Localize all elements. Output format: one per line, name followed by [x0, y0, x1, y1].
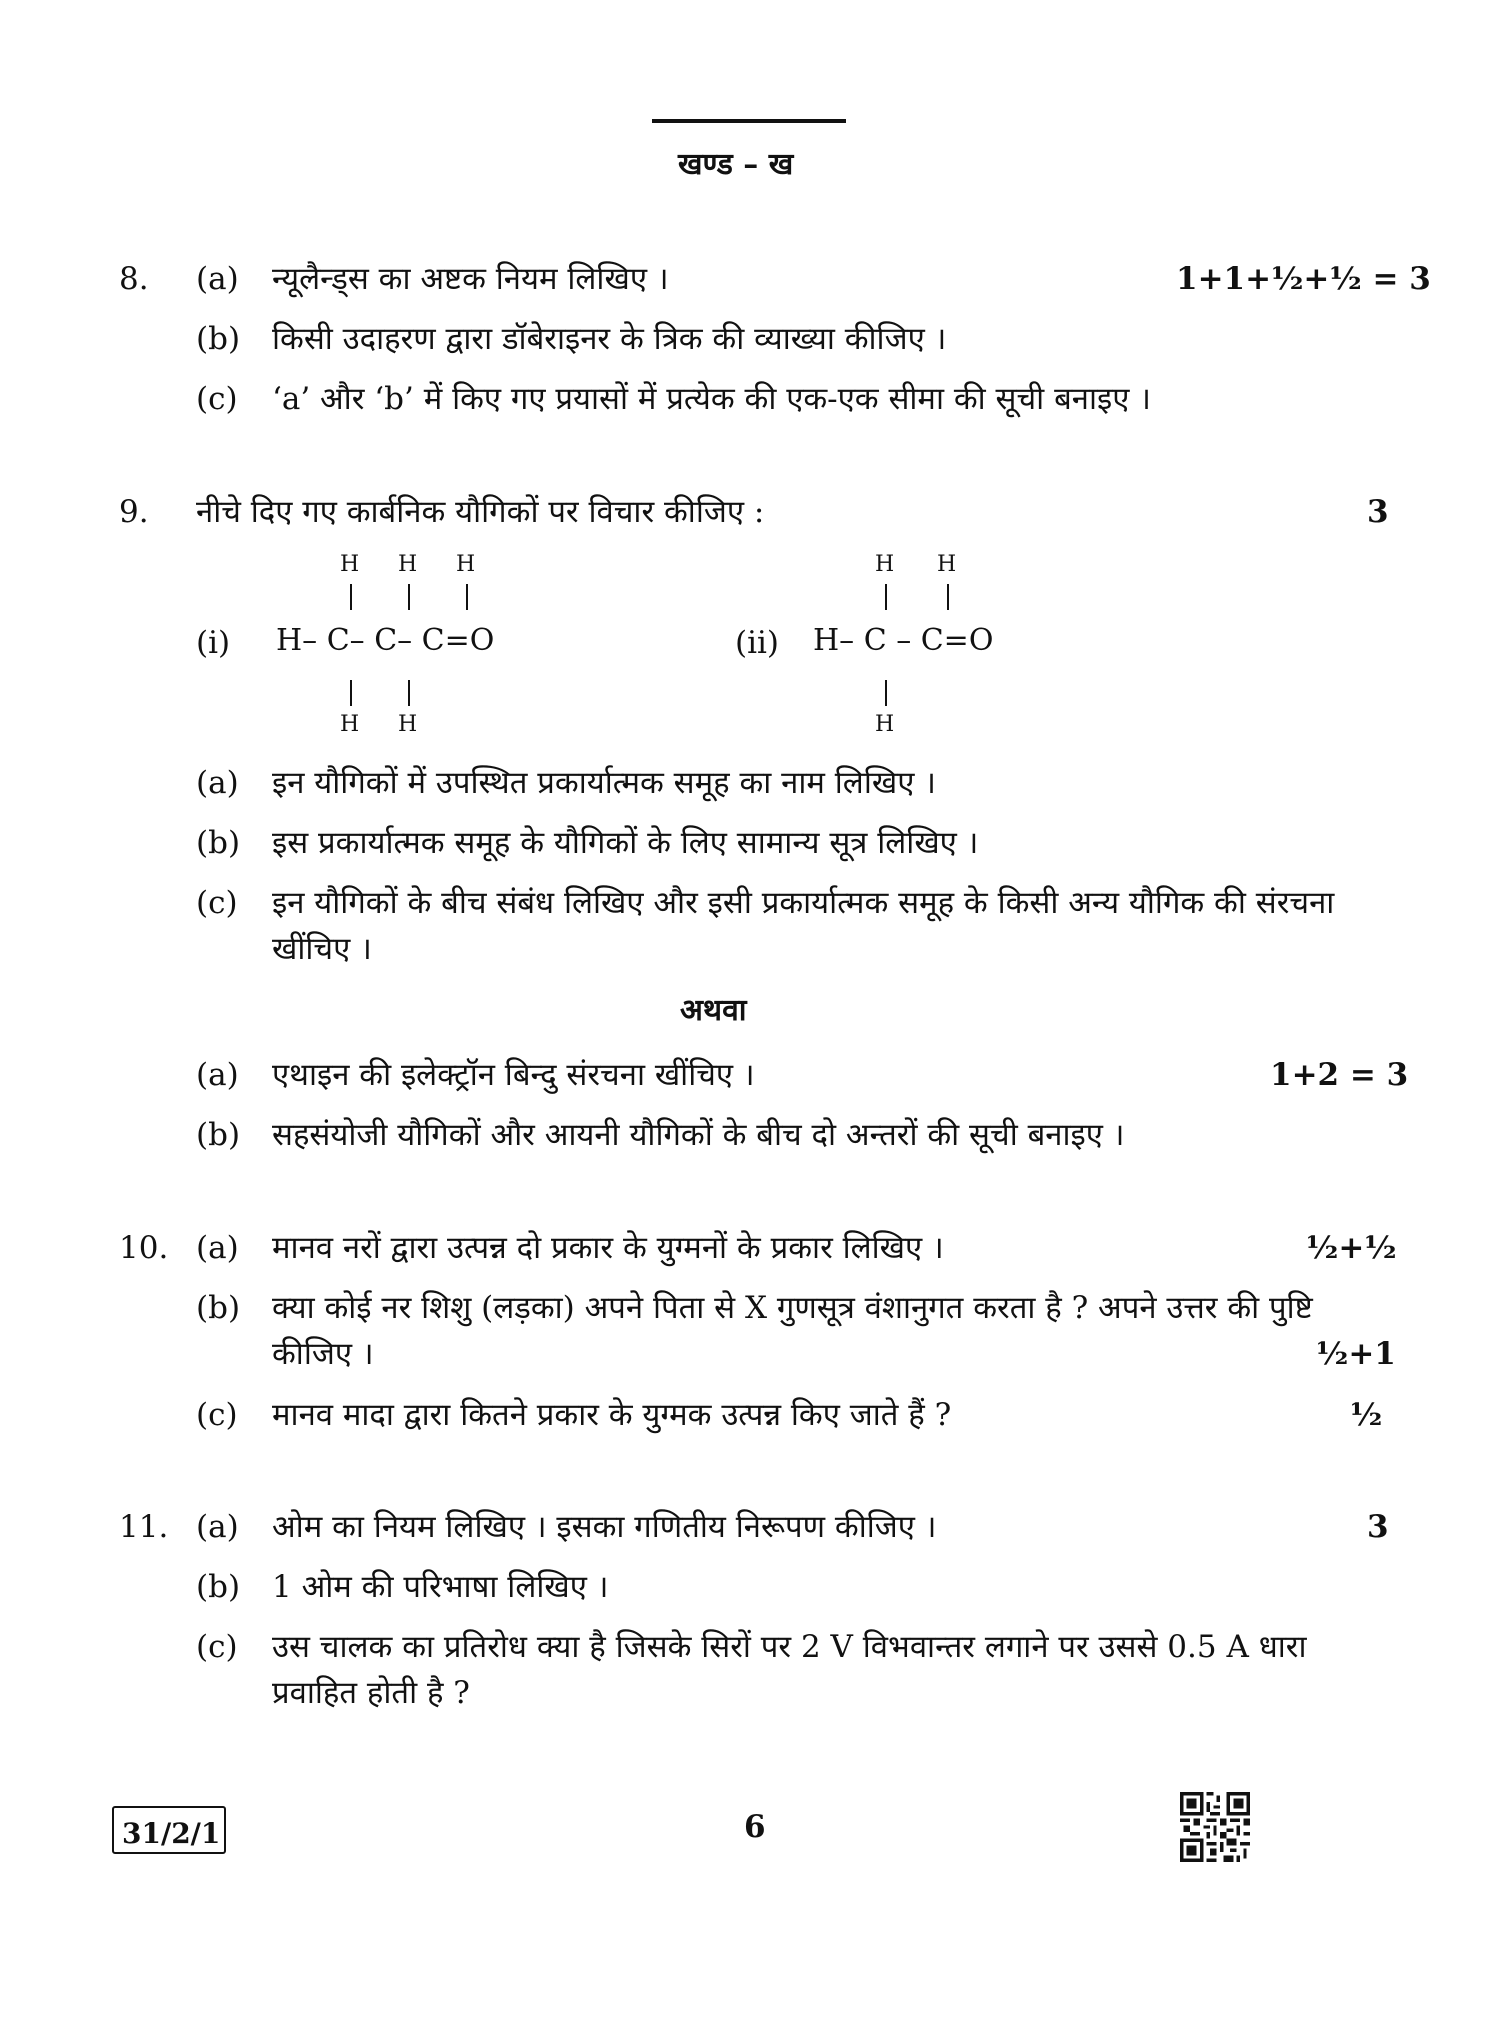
q8b-label: (b) — [196, 321, 241, 357]
q9b-label: (b) — [196, 825, 241, 861]
q10c-text: मानव मादा द्वारा कितने प्रकार के युग्मक उत्पन्न किए जाते हैं ? — [272, 1397, 952, 1433]
q8-marks: 1+1+½+½ = 3 — [1176, 261, 1431, 297]
q9a-label: (a) — [196, 765, 239, 801]
compound-1-bond-top-2 — [408, 584, 410, 610]
paper-code-box — [112, 1806, 226, 1854]
compound-1-formula: H– C– C– C=O — [276, 623, 495, 658]
q9a-text: इन यौगिकों में उपस्थित प्रकार्यात्मक समूह का नाम लिखिए । — [272, 765, 936, 801]
compound-2-bond-top-2 — [947, 584, 949, 610]
q11a-text: ओम का नियम लिखिए । इसका गणितीय निरूपण कीजिए । — [272, 1509, 937, 1545]
q9-alt-b-text: सहसंयोजी यौगिकों और आयनी यौगिकों के बीच दो अन्तरों की सूची बनाइए । — [272, 1117, 1125, 1153]
q8c-text: ‘a’ और ‘b’ में किए गए प्रयासों में प्रत्येक की एक-एक सीमा की सूची बनाइए । — [272, 381, 1151, 417]
compound-1-h-top-1: H — [340, 552, 360, 577]
compound-1-bond-top-3 — [466, 584, 468, 610]
q11c-text: उस चालक का प्रतिरोध क्या है जिसके सिरों पर 2 V विभवान्तर लगाने पर उससे 0.5 A धारा — [272, 1629, 1307, 1665]
q10-number: 10. — [119, 1230, 169, 1266]
q9c-text: इन यौगिकों के बीच संबंध लिखिए और इसी प्रकार्यात्मक समूह के किसी अन्य यौगिक की संरचना — [272, 885, 1335, 921]
compound-1-h-bottom-2: H — [398, 712, 418, 737]
q8a-text: न्यूलैन्ड्स का अष्टक नियम लिखिए । — [272, 261, 669, 297]
q11-number: 11. — [119, 1509, 169, 1545]
compound-1-bond-bottom-1 — [350, 680, 352, 706]
q10b-marks: ½+1 — [1316, 1336, 1396, 1372]
q10c-marks: ½ — [1350, 1397, 1383, 1433]
compound-2-h-bottom-1: H — [875, 712, 895, 737]
compound-1-bond-top-1 — [350, 584, 352, 610]
compound-1-h-top-3: H — [456, 552, 476, 577]
q11b-text: 1 ओम की परिभाषा लिखिए । — [272, 1569, 609, 1605]
q9-alt-b-label: (b) — [196, 1117, 241, 1153]
q9c-label: (c) — [196, 885, 238, 921]
q11c-text-line2: प्रवाहित होती है ? — [272, 1675, 470, 1711]
q9b-text: इस प्रकार्यात्मक समूह के यौगिकों के लिए सामान्य सूत्र लिखिए । — [272, 825, 979, 861]
q10b-text: क्या कोई नर शिशु (लड़का) अपने पिता से X गुणसूत्र वंशानुगत करता है ? अपने उत्तर की पुष्टि — [272, 1290, 1313, 1326]
q9-alt-a-label: (a) — [196, 1057, 239, 1093]
qr-code-icon — [1180, 1792, 1250, 1862]
q10a-marks: ½+½ — [1306, 1230, 1397, 1266]
q11-marks: 3 — [1367, 1509, 1389, 1545]
q8-number: 8. — [119, 261, 149, 297]
section-title: खण्ड – ख — [678, 147, 794, 182]
paper-code: 31/2/1 — [122, 1817, 221, 1850]
q9-number: 9. — [119, 494, 149, 530]
q10c-label: (c) — [196, 1397, 238, 1433]
compound-1-h-top-2: H — [398, 552, 418, 577]
section-rule — [652, 119, 846, 123]
q9c-text-line2: खींचिए । — [272, 931, 372, 967]
q11b-label: (b) — [196, 1569, 241, 1605]
compound-1-label: (i) — [196, 625, 231, 661]
q8b-text: किसी उदाहरण द्वारा डॉबेराइनर के त्रिक की व्याख्या कीजिए । — [272, 321, 947, 357]
q11a-label: (a) — [196, 1509, 239, 1545]
compound-2-h-top-1: H — [875, 552, 895, 577]
compound-1-bond-bottom-2 — [408, 680, 410, 706]
or-heading: अथवा — [680, 993, 747, 1028]
q9-intro: नीचे दिए गए कार्बनिक यौगिकों पर विचार कीजिए : — [196, 494, 765, 530]
q9-alt-marks: 1+2 = 3 — [1270, 1057, 1409, 1093]
compound-2-label: (ii) — [735, 625, 780, 661]
compound-1-h-bottom-1: H — [340, 712, 360, 737]
compound-2-h-top-2: H — [937, 552, 957, 577]
q10a-label: (a) — [196, 1230, 239, 1266]
page-number: 6 — [744, 1809, 766, 1845]
q8c-label: (c) — [196, 381, 238, 417]
compound-2-bond-top-1 — [885, 584, 887, 610]
q8a-label: (a) — [196, 261, 239, 297]
compound-2-bond-bottom-1 — [885, 680, 887, 706]
compound-2-formula: H– C – C=O — [813, 623, 994, 658]
q9-marks: 3 — [1367, 494, 1389, 530]
q10b-text-line2: कीजिए । — [272, 1336, 374, 1372]
q9-alt-a-text: एथाइन की इलेक्ट्रॉन बिन्दु संरचना खींचिए । — [272, 1057, 755, 1093]
q10a-text: मानव नरों द्वारा उत्पन्न दो प्रकार के युग्मनों के प्रकार लिखिए । — [272, 1230, 944, 1266]
q10b-label: (b) — [196, 1290, 241, 1326]
q11c-label: (c) — [196, 1629, 238, 1665]
